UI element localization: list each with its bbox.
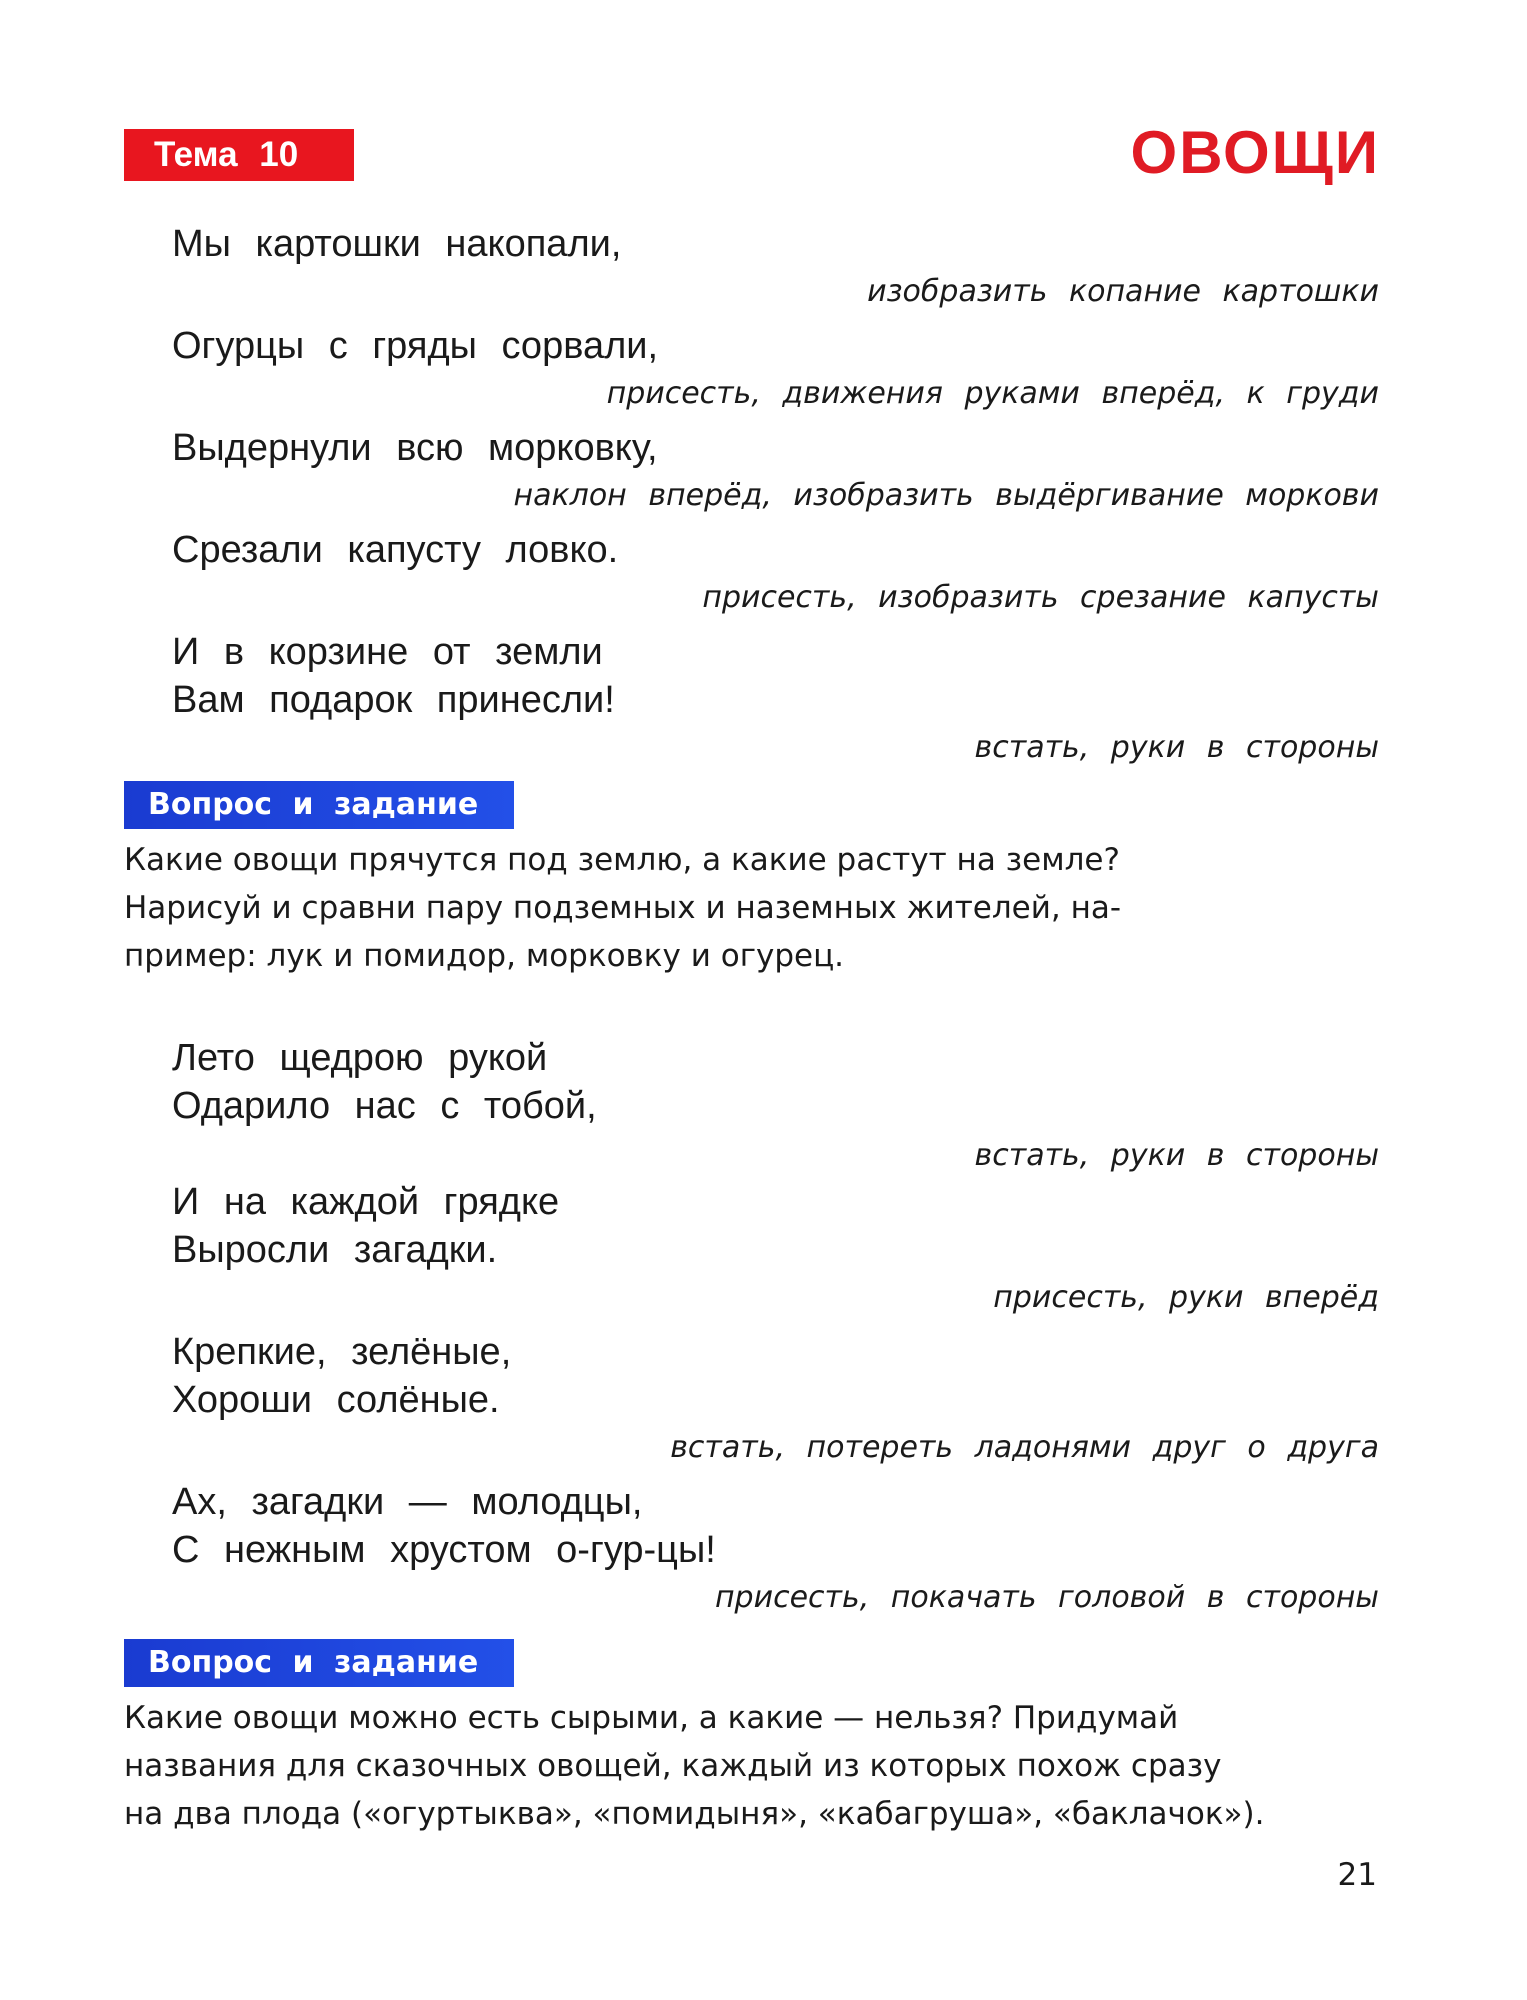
action-instruction: присесть, руки вперёд	[993, 1280, 1379, 1315]
theme-badge: Тема 10	[124, 129, 354, 181]
verse-line: С нежным хрустом о-гур-цы!	[172, 1529, 716, 1571]
task-badge: Вопрос и задание	[124, 1639, 514, 1687]
action-instruction: изобразить копание картошки	[867, 274, 1379, 309]
verse-line: Огурцы с гряды сорвали,	[172, 325, 659, 367]
task-text-line: пример: лук и помидор, морковку и огурец.	[124, 938, 845, 974]
task-badge: Вопрос и задание	[124, 781, 514, 829]
verse-line: Лето щедрою рукой	[172, 1037, 548, 1079]
verse-line: Выросли загадки.	[172, 1229, 498, 1271]
action-instruction: присесть, изобразить срезание капусты	[702, 580, 1379, 615]
action-instruction: встать, потереть ладонями друг о друга	[670, 1430, 1379, 1465]
task-text-line: названия для сказочных овощей, каждый из которых похож сразу	[124, 1748, 1222, 1784]
verse-line: Выдернули всю морковку,	[172, 427, 658, 469]
verse-line: Мы картошки накопали,	[172, 223, 622, 265]
verse-line: И в корзине от земли	[172, 631, 603, 673]
action-instruction: присесть, покачать головой в стороны	[714, 1580, 1379, 1615]
task-text-line: Какие овощи можно есть сырыми, а какие — нельзя? Придумай	[124, 1700, 1179, 1736]
action-instruction: наклон вперёд, изобразить выдёргивание моркови	[513, 478, 1379, 513]
verse-line: Ах, загадки — молодцы,	[172, 1481, 643, 1523]
action-instruction: встать, руки в стороны	[974, 1138, 1379, 1173]
task-text-line: на два плода («огуртыква», «помидыня», «кабагруша», «баклачок»).	[124, 1796, 1265, 1832]
page-number: 21	[1337, 1857, 1377, 1893]
page-title: ОВОЩИ	[1130, 119, 1380, 186]
action-instruction: присесть, движения руками вперёд, к груди	[606, 376, 1379, 411]
verse-line: Одарило нас с тобой,	[172, 1085, 597, 1127]
verse-line: Вам подарок принесли!	[172, 679, 615, 721]
task-text-line: Какие овощи прячутся под землю, а какие растут на земле?	[124, 842, 1120, 878]
verse-line: Крепкие, зелёные,	[172, 1331, 512, 1373]
verse-line: Хороши солёные.	[172, 1379, 500, 1421]
task-text-line: Нарисуй и сравни пару подземных и наземных жителей, на-	[124, 890, 1122, 926]
verse-line: Срезали капусту ловко.	[172, 529, 619, 571]
verse-line: И на каждой грядке	[172, 1181, 560, 1223]
action-instruction: встать, руки в стороны	[974, 730, 1379, 765]
